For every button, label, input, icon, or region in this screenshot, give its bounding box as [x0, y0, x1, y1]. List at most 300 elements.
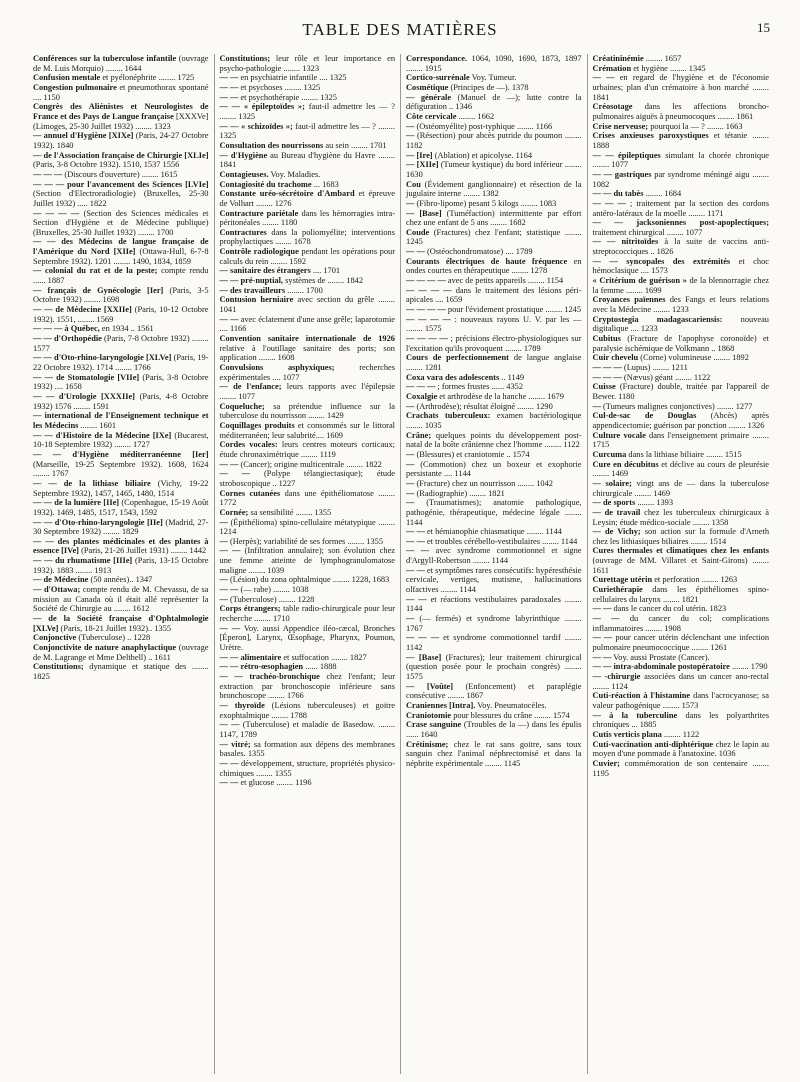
- entry-reference: ...... 1888: [305, 662, 337, 672]
- index-entry: [406, 73, 582, 83]
- index-entry: [406, 286, 582, 305]
- entry-reference: et tétanie ........ 1888: [592, 131, 769, 150]
- entry-term: — de Vichy;: [592, 527, 641, 537]
- entry-reference: (Ostéomyélite) post-typhique ........ 1166: [416, 121, 553, 131]
- entry-reference: faut-il admettre les — ? ........ 1325: [219, 102, 396, 121]
- index-entry: [33, 450, 209, 479]
- entry-term: — — — —: [406, 334, 448, 344]
- index-entry: [33, 498, 209, 517]
- entry-term: Cosmétique: [406, 82, 449, 92]
- index-entry: [220, 421, 396, 440]
- index-entry: [33, 614, 209, 633]
- entry-reference: et réactions vestibulaires paradoxales ........ 1144: [406, 594, 582, 614]
- entry-term: — — —: [592, 198, 626, 208]
- index-entry: [406, 701, 582, 711]
- index-entry: [593, 411, 770, 430]
- entry-reference: et hygiène ........ 1345: [633, 63, 706, 73]
- entry-term: — —: [406, 536, 425, 546]
- entry-reference: pour l'évidement prostatique ........ 1245: [447, 305, 582, 315]
- entry-term: — —: [219, 778, 239, 788]
- index-entry: [593, 711, 770, 730]
- entry-reference: (Tumeurs malignes conjonctives) ........ 1277: [602, 401, 753, 411]
- entry-term: Curiethérapie: [592, 585, 643, 595]
- index-entry: [220, 720, 396, 739]
- index-entry: [33, 411, 209, 430]
- entry-reference: leurs centres moteurs corticaux; étude chronaximétrique ........ 1119: [219, 440, 395, 459]
- entry-reference: avec syndrome commotionnel et signe d'Argyll-Robertson ........ 1144: [406, 546, 582, 566]
- entry-term: —: [406, 401, 415, 411]
- index-entry: [593, 151, 770, 170]
- entry-term: Congestion pulmonaire: [33, 82, 117, 92]
- index-entry: [406, 498, 582, 527]
- entry-term: Corps étrangers;: [219, 604, 281, 614]
- entry-term: — — —: [592, 372, 622, 382]
- index-entry: [406, 392, 582, 402]
- index-entry: [406, 537, 582, 547]
- entry-term: — — syncopales des extrémités: [592, 256, 731, 266]
- index-entry: [593, 73, 770, 102]
- index-entry: [220, 469, 396, 488]
- index-entry: [406, 54, 582, 73]
- entry-reference: (— rabe) ........ 1038: [240, 585, 309, 595]
- entry-reference: en regard de l'hygiène et de l'économie urbaines; plan d'un crématoire à bon marché ........ 1841: [592, 73, 769, 102]
- index-entry: [220, 653, 396, 663]
- index-entry: [220, 585, 396, 595]
- index-entry: [220, 740, 396, 759]
- index-entry: [593, 402, 770, 412]
- entry-reference: nouveau digitalique .... 1233: [592, 314, 769, 334]
- entry-reference: et syndrome commotionnel tardif ........ 1142: [406, 633, 582, 653]
- entry-term: — — rétro-œsophagien: [219, 662, 304, 672]
- entry-reference: (Vichy, 19-22 Septembre 1932), 1457, 1465, 1480, 1514: [33, 478, 209, 498]
- index-entry: [593, 653, 770, 663]
- entry-term: — —: [219, 314, 239, 324]
- entry-term: — — pré-nuptial,: [219, 276, 284, 286]
- index-entry: [220, 575, 396, 585]
- index-entry: [593, 237, 770, 256]
- entry-reference: (Tuberculose) et maladie de Basedow. ........ 1147, 1789: [219, 720, 396, 739]
- index-entry: [220, 489, 396, 508]
- index-entry: [220, 180, 396, 190]
- entry-term: — d'Ottawa;: [33, 585, 81, 595]
- entry-term: — —: [592, 614, 620, 624]
- entry-term: Confusion mentale: [33, 73, 101, 83]
- index-entry: [33, 373, 209, 392]
- index-column-3: [401, 54, 588, 1074]
- entry-reference: (Lésion) du zona ophtalmique ........ 1228, 1683: [229, 575, 390, 585]
- entry-term: — de la Société française d'Ophtalmologie [XLVe]: [33, 614, 209, 633]
- entry-reference: examen bactériologique ........ 1035: [406, 411, 582, 430]
- entry-reference: (Évidement ganglionnaire) et résection de la jugulaire interne ........ 1382: [406, 179, 582, 199]
- index-entry: [33, 266, 209, 285]
- entry-term: Créosotage: [592, 102, 633, 112]
- index-entry: [406, 276, 582, 286]
- entry-term: — —: [592, 73, 615, 83]
- entry-term: Crétinisme;: [406, 739, 449, 749]
- index-entry: [33, 286, 209, 305]
- entry-term: — des travailleurs: [219, 285, 286, 295]
- index-entry: [33, 431, 209, 450]
- entry-term: —: [406, 459, 415, 469]
- entry-reference: (Abcès) après appendicectomie; guérison par ponction ........ 1326: [592, 411, 769, 430]
- entry-reference: (Paris, 13-15 Octobre 1932). 1883 ........ 1913: [33, 556, 209, 575]
- index-entry: [406, 460, 582, 479]
- index-entry: [406, 353, 582, 372]
- entry-term: Constitutions;: [33, 662, 84, 672]
- index-entry: [220, 189, 396, 208]
- entry-reference: (Fibro-lipome) pesant 5 kilogs ........ 1083: [416, 198, 557, 208]
- entry-term: — —: [219, 623, 241, 633]
- entry-reference: (Résection) pour abcès putride du poumon ........ 1182: [406, 131, 582, 150]
- index-entry: [406, 566, 582, 595]
- index-entry: [593, 218, 770, 237]
- entry-term: — — des plantes médicinales et des plantes à essence [IVe]: [33, 536, 209, 556]
- index-entry: [406, 614, 582, 633]
- entry-term: — [Base]: [406, 652, 442, 662]
- entry-term: Correspondance.: [406, 54, 468, 63]
- entry-term: Cures thermales et climatiques chez les enfants: [592, 546, 769, 556]
- entry-term: Contagiosité du trachome: [219, 179, 312, 189]
- entry-reference: leur rôle et leur importance en psycho-pathologie ........ 1323: [219, 54, 396, 73]
- entry-reference: ; précisions électro-physiologiques sur l'excitation qu'ils provoquent ........ 1789: [406, 334, 582, 353]
- entry-term: — [Voûte]: [406, 681, 454, 691]
- entry-reference: (Paris, 3-8 Octobre 1932). 1510, 1537 1556: [33, 160, 180, 170]
- index-entry: [593, 575, 770, 585]
- index-entry: [220, 266, 396, 276]
- entry-term: Cortico-surrénale: [406, 73, 470, 83]
- entry-reference: et psychothérapie ........ 1325: [240, 92, 337, 102]
- index-entry: [33, 537, 209, 556]
- index-entry: [593, 740, 770, 759]
- entry-term: — [Base]: [406, 208, 442, 218]
- entry-term: — — —: [33, 169, 63, 179]
- index-entry: [406, 112, 582, 122]
- index-entry: [33, 54, 209, 73]
- entry-reference: (Paris, 24-27 Octobre 1932). 1840: [33, 131, 209, 150]
- entry-reference: Voy. Tumeur.: [471, 73, 517, 83]
- entry-reference: ........ 1700: [287, 285, 323, 295]
- index-entry: [406, 711, 582, 721]
- entry-term: — —: [219, 459, 239, 469]
- entry-term: — — de Stomatologie [VIIe]: [33, 372, 140, 382]
- entry-term: — — nitritoïdes: [592, 237, 659, 247]
- entry-term: — international de l'Enseignement technique et les Médecins: [33, 411, 209, 430]
- entry-reference: (Ablation) et apicolyse. 1164: [434, 150, 533, 160]
- index-entry: [593, 315, 770, 334]
- entry-term: — de Médecine: [33, 575, 89, 585]
- entry-term: — — — à Québec,: [33, 324, 100, 334]
- index-entry: [593, 672, 770, 691]
- entry-reference: et pyélonéphrite ........ 1725: [102, 73, 195, 83]
- entry-term: Constitutions;: [219, 54, 271, 63]
- entry-term: Coude: [406, 227, 430, 237]
- entry-reference: (ouvrage de M. Lagrange et Mme Delthell) .. 1611: [33, 643, 209, 662]
- entry-term: — à la tuberculine: [592, 710, 678, 720]
- entry-term: Cornes cutanées: [219, 488, 281, 498]
- entry-reference: ........ 1601: [80, 420, 117, 430]
- entry-term: — — — pour l'avancement des Sciences [LVIe]: [33, 179, 209, 189]
- entry-reference: (Commotion) chez un boxeur et exophorie persistante .... 1144: [406, 459, 582, 479]
- entry-term: — — du tabès: [592, 189, 644, 199]
- entry-term: — — — —: [33, 208, 80, 218]
- page-header: [30, 20, 770, 44]
- entry-reference: (Paris, 3-5 Octobre 1932) ........ 1698: [33, 285, 209, 305]
- entry-reference: et symptômes rares consécutifs: hypéresthésie cervicale, vertiges, mutisme, hallucinations olfactives ........ 1144: [406, 565, 582, 595]
- index-entry: [406, 633, 582, 652]
- entry-term: — —: [219, 469, 251, 479]
- index-entry: [406, 334, 582, 353]
- entry-reference: (Ostéochondromatose) .... 1789: [426, 247, 533, 257]
- entry-reference: (Tumeur kystique) du bord inférieur ........ 1630: [406, 160, 582, 179]
- index-entry: [33, 334, 209, 353]
- entry-reference: pourquoi la — ? ........ 1663: [650, 121, 743, 131]
- entry-term: Culture vocale: [592, 430, 646, 440]
- entry-reference: chez le rat sans goitre, sans toux sanguin chez l'animal néphrectomisé et dans la néphrite expérimentale ........ 1145: [406, 739, 582, 768]
- entry-reference: chez l'enfant; leur extraction par bronchoscopie inférieure sans bronchoscope ........ 1766: [219, 672, 395, 701]
- entry-term: — — intra-abdominale postopératoire: [592, 662, 730, 672]
- index-entry: [220, 595, 396, 605]
- entry-term: — [XIIe]: [406, 160, 439, 170]
- index-entry: [220, 228, 396, 247]
- entry-term: — thyroïde: [219, 700, 265, 710]
- entry-reference: son action sur la formule d'Arneth chez les lithiasiques biliaires ........ 1514: [592, 527, 770, 546]
- index-entry: [33, 180, 209, 209]
- entry-term: — —: [406, 527, 425, 537]
- entry-reference: dans une épithéliomatose ........ 1772: [219, 488, 395, 508]
- entry-term: — — — —: [406, 276, 446, 286]
- entry-term: — —: [406, 546, 430, 556]
- entry-term: Contagieuses.: [219, 169, 269, 179]
- entry-reference: dans l'enseignement primaire ........ 1715: [592, 430, 769, 450]
- entry-reference: (ouvrage de M. Luis Morquio) ........ 1644: [33, 54, 209, 73]
- entry-term: — —: [406, 594, 427, 604]
- entry-term: — — « schizoïdes »;: [219, 121, 293, 131]
- index-entry: [406, 305, 582, 315]
- entry-reference: en 1934 .. 1561: [101, 324, 154, 334]
- entry-reference: (Paris, 10-12 Octobre 1932). 1551, ........ 1569: [33, 305, 209, 324]
- entry-reference: dans le traitement des lésions péri-apicales .... 1659: [406, 285, 582, 305]
- index-entry: [220, 151, 396, 170]
- entry-term: Cul-de-sac de Douglas: [592, 411, 697, 421]
- index-entry: [593, 102, 770, 121]
- index-entry: [406, 450, 582, 460]
- entry-term: — — — —: [406, 305, 446, 315]
- index-entry: [406, 315, 582, 334]
- index-entry: [220, 701, 396, 720]
- entry-term: — solaire;: [592, 478, 632, 488]
- entry-term: Cou: [406, 179, 421, 189]
- entry-reference: (Paris, 21-26 Juillet 1931) ........ 1442: [81, 546, 207, 556]
- index-entry: [33, 324, 209, 334]
- index-entry: [220, 537, 396, 547]
- index-entry: [593, 479, 770, 498]
- entry-reference: table radio-chirurgicale pour leur recherche ........ 1710: [219, 604, 396, 624]
- index-entry: [593, 276, 770, 295]
- entry-term: — de l'enfance;: [219, 382, 282, 392]
- entry-term: — —: [219, 585, 239, 595]
- entry-reference: (Fractures); leur traitement chirurgical (question posée pour le prochain congrès) ........ 1575: [406, 652, 582, 681]
- entry-reference: (Madrid, 27-30 Septembre 1932) ........ 1829: [33, 517, 209, 537]
- index-entry: [33, 83, 209, 102]
- index-entry: [406, 180, 582, 199]
- entry-term: — de travail: [592, 507, 641, 517]
- entry-term: — —: [219, 546, 241, 556]
- entry-term: Conférences sur la tuberculose infantile: [33, 54, 177, 63]
- index-entry: [593, 54, 770, 64]
- index-entry: [220, 295, 396, 314]
- index-entry: [220, 759, 396, 778]
- index-entry: [406, 151, 582, 161]
- entry-term: — — d'Histoire de la Médecine [IXe]: [33, 430, 172, 440]
- entry-reference: des Fangs et leurs relations avec la Médecine ........ 1233: [592, 295, 769, 315]
- entry-reference: dans les affections broncho-pulmonaires aiguës à pneumocoques ........ 1861: [592, 102, 769, 121]
- index-entry: [220, 382, 396, 401]
- entry-reference: (Section d'Electroradiologie) (Bruxelles, 25-30 Juillet 1932) ..... 1822: [33, 189, 209, 208]
- entry-reference: ; formes frustes ...... 4352: [437, 382, 524, 392]
- entry-term: Coquillages produits: [219, 420, 295, 430]
- entry-reference: : nouveaux rayons U. V. par les — ........ 1575: [406, 314, 582, 334]
- entry-reference: et glucose ........ 1196: [240, 778, 312, 788]
- index-entry: [220, 672, 396, 701]
- entry-reference: associées dans un cancer ano-rectal ........ 1124: [592, 672, 769, 691]
- entry-reference: dans les épithéliomes spino-cellulaires du larynx ........ 1821: [592, 585, 770, 604]
- entry-term: —: [406, 198, 415, 208]
- entry-reference: à la suite de vaccins anti-streptococciques .. 1826: [592, 237, 769, 257]
- index-entry: [593, 604, 770, 614]
- index-entry: [220, 141, 396, 151]
- entry-term: Cuisse: [592, 382, 616, 392]
- index-entry: [220, 93, 396, 103]
- entry-reference: (Manuel de —); lutte contre la défiguration .. 1346: [406, 92, 582, 112]
- index-entry: [593, 64, 770, 74]
- entry-reference: dans le cancer du col utérin. 1823: [613, 604, 727, 614]
- entry-reference: de la blennorragie chez la femme ........ 1699: [592, 276, 770, 295]
- entry-term: — — gastriques: [592, 169, 652, 179]
- index-entry: [593, 170, 770, 189]
- index-entry: [593, 759, 770, 778]
- entry-term: Contusion herniaire: [219, 295, 294, 305]
- index-entry: [33, 633, 209, 643]
- index-entry: [593, 431, 770, 450]
- entry-reference: avec section du grêle ........ 1041: [219, 295, 395, 315]
- index-entry: [406, 546, 582, 565]
- index-columns: [28, 54, 774, 1074]
- entry-term: — —: [592, 652, 612, 662]
- entry-term: Crase sanguine: [406, 720, 462, 730]
- entry-term: — sanitaire des étrangers: [219, 266, 311, 276]
- entry-reference: et troubles cérébello-vestibulaires ........ 1144: [426, 536, 578, 546]
- entry-term: Cutis verticis plana: [592, 729, 662, 739]
- entry-reference: recherches expérimentales .... 1077: [219, 363, 395, 382]
- entry-term: — — —: [592, 363, 622, 372]
- entry-term: — — d'Urologie [XXXIIe]: [33, 391, 135, 401]
- entry-term: Cuir chevelu: [592, 353, 639, 363]
- entry-term: — — « épileptoïdes »;: [219, 102, 305, 112]
- entry-reference: quelques points du développement post-natal de la boîte crânienne chez l'homme ........ 1122: [406, 430, 582, 450]
- index-entry: [220, 73, 396, 83]
- entry-reference: .... 1701: [312, 266, 341, 276]
- entry-reference: relative à l'outillage sanitaire des ports; son application ........ 1608: [219, 343, 395, 363]
- entry-reference: 1064, 1090, 1690, 1873, 1897 ........ 1915: [406, 54, 582, 73]
- entry-term: Crise nerveuse;: [592, 121, 649, 131]
- entry-reference: (Bucarest, 10-18 Septembre 1932) ........ 1727: [33, 430, 209, 450]
- entry-term: — — du rhumatisme [IIIe]: [33, 556, 133, 566]
- index-entry: [593, 199, 770, 218]
- entry-term: Cuvier;: [592, 758, 620, 768]
- index-entry: [406, 199, 582, 209]
- entry-reference: chez le lapin au moyen d'une pommade à l'anatoxine. 1036: [592, 739, 769, 759]
- entry-term: — —: [219, 82, 239, 92]
- entry-term: Convulsions asphyxiques;: [219, 363, 335, 372]
- index-column-2: [215, 54, 402, 1074]
- index-entry: [593, 546, 770, 575]
- entry-reference: (Paris, 19-22 Octobre 1932). 1714 ........ 1766: [33, 353, 209, 372]
- entry-term: Contrôle radiologique: [219, 247, 299, 257]
- entry-term: — colonial du rat et de la peste;: [33, 266, 158, 276]
- index-entry: [220, 276, 396, 286]
- entry-reference: (Blessures) et craniotomie .. 1574: [416, 449, 530, 459]
- index-entry: [593, 633, 770, 652]
- entry-reference: ... 1683: [313, 179, 339, 189]
- index-entry: [406, 160, 582, 179]
- index-entry: [220, 518, 396, 537]
- index-entry: [33, 237, 209, 266]
- entry-reference: dans les polyarthrites chroniques ... 1885: [592, 710, 770, 730]
- index-entry: [220, 315, 396, 334]
- index-entry: [33, 151, 209, 170]
- index-entry: [220, 122, 396, 141]
- entry-term: — —: [592, 633, 613, 643]
- entry-term: — —: [406, 247, 425, 257]
- entry-reference: ; traitement par la section des cordons antéro-latéraux de la moelle ........ 1171: [592, 198, 770, 218]
- entry-reference: (Infiltration annulaire); son évolution chez une femme atteinte de lymphogranulomatose maligne ........ 1039: [219, 546, 396, 575]
- entry-reference: (Lupus) ........ 1211: [623, 363, 688, 372]
- index-column-1: [28, 54, 215, 1074]
- index-entry: [220, 546, 396, 575]
- index-entry: [406, 682, 582, 701]
- entry-reference: par syndrome méningé aigu ........ 1082: [592, 169, 769, 189]
- entry-term: — —: [219, 720, 240, 730]
- entry-term: Curettage utérin: [592, 575, 653, 585]
- entry-term: —: [406, 131, 415, 141]
- index-entry: [406, 228, 582, 247]
- index-entry: [33, 556, 209, 575]
- index-entry: [593, 730, 770, 740]
- entry-reference: (Paris, 18-21 Juillet 1932).. 1355: [60, 623, 172, 633]
- entry-reference: (— fermés) et syndrome labyrinthique ........ 1767: [406, 614, 582, 633]
- entry-term: —: [406, 498, 415, 508]
- entry-reference: au sein ........ 1701: [325, 140, 387, 150]
- entry-term: Cordes vocales:: [219, 440, 278, 450]
- index-entry: [220, 604, 396, 623]
- entry-reference: dans les hémorragies intra-péritonéales ........ 1180: [219, 208, 396, 228]
- index-entry: [593, 131, 770, 150]
- index-entry: [33, 585, 209, 614]
- index-entry: [220, 83, 396, 93]
- entry-term: — — d'Orthopédie: [33, 334, 102, 344]
- entry-reference: chez les tuberculeux chirurgicaux à Leysin; étude médico-sociale ........ 1358: [592, 507, 770, 527]
- index-entry: [33, 102, 209, 131]
- index-entry: [406, 373, 582, 383]
- index-column-4: [588, 54, 775, 1074]
- entry-term: Contracture pariétale: [219, 208, 299, 218]
- entry-reference: et pneumothorax spontané .... 1150: [33, 82, 209, 102]
- entry-reference: (ouvrage de MM. Villaret et Saint-Girons) ........ 1611: [592, 556, 769, 575]
- entry-term: Consultation des nourrissons: [219, 140, 324, 150]
- entry-term: —: [219, 536, 228, 546]
- entry-reference: Voy. Pneumatocèles.: [477, 700, 547, 710]
- entry-term: — — trachéo-bronchique: [219, 672, 320, 681]
